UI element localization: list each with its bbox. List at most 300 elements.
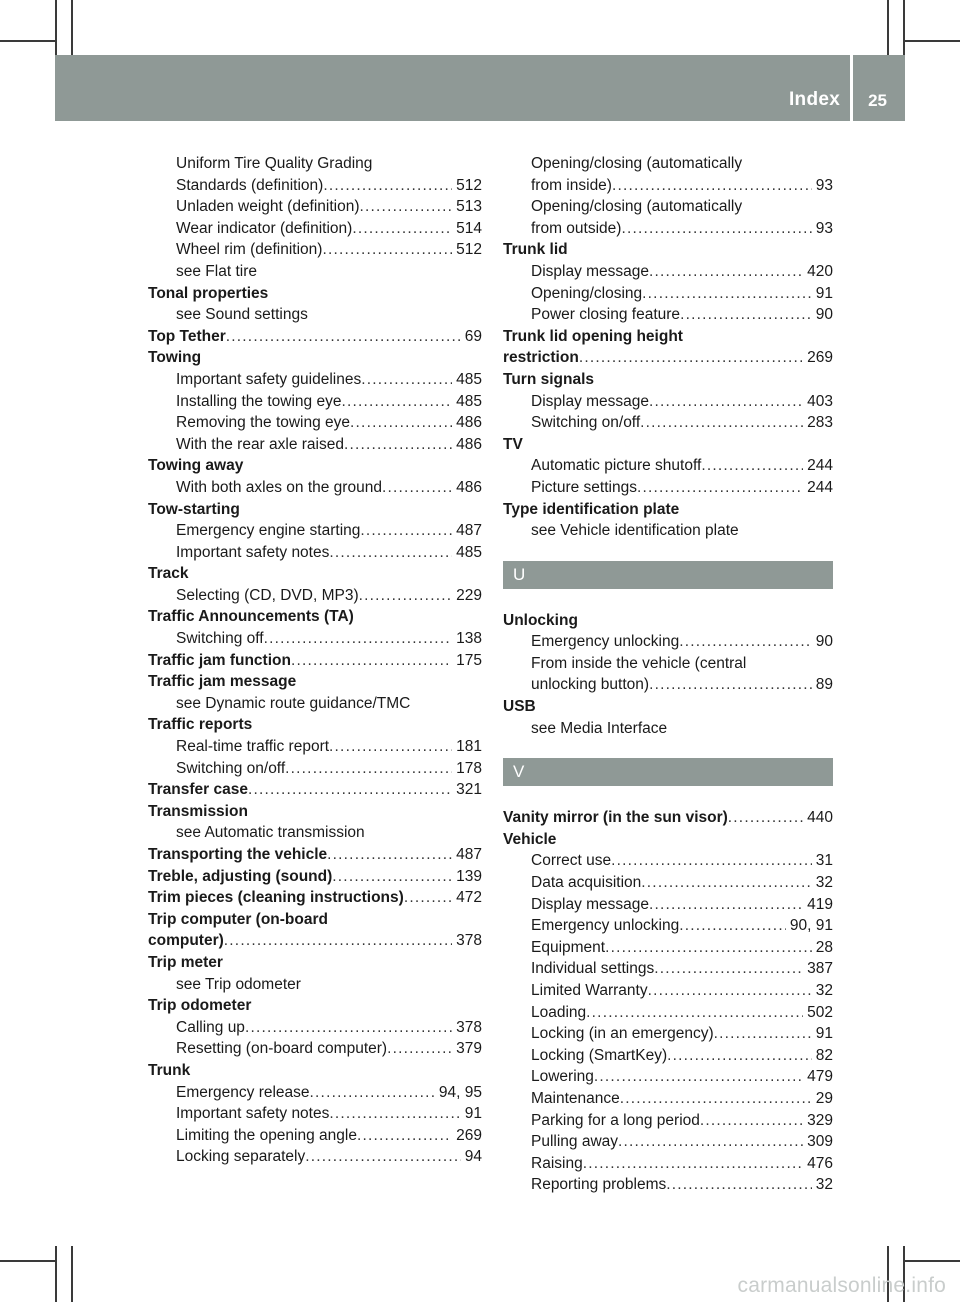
entry-label: from inside) — [531, 176, 612, 194]
index-entry — [148, 563, 482, 585]
dot-leader — [329, 1103, 460, 1125]
index-entry — [148, 952, 482, 974]
page-reference[interactable]: 387 — [807, 960, 833, 978]
entry-label: Unladen weight (definition) — [176, 198, 360, 216]
dot-leader — [291, 650, 452, 672]
crop-mark — [71, 1246, 73, 1302]
index-subentry — [148, 585, 482, 607]
index-subentry — [148, 736, 482, 758]
page-reference[interactable]: 485 — [456, 370, 482, 388]
index-subentry — [148, 1017, 482, 1039]
page-reference[interactable]: 487 — [456, 846, 482, 863]
entry-label: Transmission — [148, 802, 248, 820]
index-subentry — [503, 718, 833, 740]
crop-mark — [904, 40, 960, 42]
index-subentry — [503, 477, 833, 499]
page-reference[interactable]: 486 — [456, 414, 482, 432]
entry-label: Trip computer (on-board — [148, 910, 328, 928]
index-column-right — [503, 153, 833, 1196]
dot-leader — [621, 218, 811, 240]
index-subentry — [148, 239, 482, 261]
page-reference[interactable]: 94, 95 — [438, 1083, 482, 1101]
index-subentry — [503, 1110, 833, 1132]
dot-leader — [579, 347, 803, 369]
index-entry — [148, 866, 482, 888]
entry-label: Locking (in an emergency) — [531, 1025, 714, 1043]
entry-label: Transfer case — [148, 781, 248, 799]
dot-leader — [618, 1131, 803, 1153]
index-subentry — [503, 850, 833, 872]
index-column-left — [148, 153, 482, 1168]
dot-leader — [642, 283, 812, 305]
dot-leader — [611, 850, 812, 872]
entry-label: With both axles on the ground — [176, 478, 382, 496]
page-reference[interactable]: 91 — [815, 284, 833, 302]
index-entry — [148, 1060, 482, 1082]
dot-leader — [648, 980, 812, 1002]
page-reference[interactable]: 181 — [456, 738, 482, 756]
index-subentry — [503, 1131, 833, 1153]
index-subentry — [503, 674, 833, 696]
entry-label: Trunk — [148, 1061, 191, 1079]
section-title: Index — [788, 89, 841, 110]
index-subentry — [503, 455, 833, 477]
page-reference[interactable]: 90 — [815, 633, 833, 651]
index-entry — [148, 779, 482, 801]
index-subentry — [503, 1002, 833, 1024]
page-reference[interactable]: 283 — [807, 414, 833, 432]
page-header — [55, 55, 905, 121]
index-entry — [503, 434, 833, 456]
entry-label: Limiting the opening angle — [176, 1126, 357, 1144]
entry-label: Turn signals — [503, 370, 595, 388]
index-entry — [148, 499, 482, 521]
page-reference[interactable]: 93 — [815, 176, 833, 194]
dot-leader — [352, 218, 452, 240]
index-subentry — [503, 304, 833, 326]
index-subentry — [148, 758, 482, 780]
dot-leader — [357, 1125, 452, 1147]
page-reference[interactable]: 440 — [807, 809, 833, 827]
index-entry — [148, 671, 482, 693]
entry-label: Opening/closing (automatically — [531, 198, 743, 216]
dot-leader — [310, 1082, 435, 1104]
entry-label: Track — [148, 565, 189, 583]
index-subentry — [148, 261, 482, 283]
page-reference[interactable]: 138 — [456, 630, 482, 648]
dot-leader — [305, 1146, 461, 1168]
index-subentry — [148, 693, 482, 715]
index-subentry — [148, 218, 482, 240]
entry-label: computer) — [148, 932, 224, 950]
entry-label: Transporting the vehicle — [148, 846, 328, 863]
index-subentry — [148, 628, 482, 650]
entry-label: Trip meter — [148, 953, 223, 971]
index-subentry — [503, 1174, 833, 1196]
page-reference[interactable]: 269 — [456, 1126, 482, 1144]
index-subentry — [503, 1066, 833, 1088]
entry-label: Tow-starting — [148, 500, 240, 518]
index-entry — [148, 930, 482, 952]
dot-leader — [361, 369, 452, 391]
entry-label: Traffic reports — [148, 716, 253, 734]
page-reference[interactable]: 485 — [456, 392, 482, 410]
index-entry — [503, 696, 833, 718]
page-reference[interactable]: 403 — [807, 392, 833, 410]
entry-label: Calling up — [176, 1018, 245, 1036]
entry-label: see Automatic transmission — [176, 824, 365, 842]
index-entry — [148, 455, 482, 477]
section-letter-header: V — [503, 758, 833, 786]
dot-leader — [714, 1023, 812, 1045]
dot-leader — [649, 894, 803, 916]
index-entry — [148, 347, 482, 369]
index-subentry — [148, 412, 482, 434]
dot-leader — [360, 520, 452, 542]
entry-label: unlocking button) — [531, 676, 650, 694]
entry-label: Top Tether — [148, 327, 226, 345]
page-reference[interactable]: 486 — [456, 435, 482, 453]
dot-leader — [612, 175, 812, 197]
index-subentry — [503, 631, 833, 653]
entry-label: Treble, adjusting (sound) — [148, 867, 333, 885]
entry-label: Trunk lid — [503, 241, 568, 259]
page-reference[interactable]: 69 — [464, 327, 482, 345]
entry-label: Parking for a long period — [531, 1111, 700, 1129]
page-reference[interactable]: 32 — [815, 1176, 833, 1194]
index-subentry — [148, 434, 482, 456]
entry-label: Towing away — [148, 457, 244, 475]
page-reference[interactable]: 82 — [815, 1046, 833, 1064]
entry-label: Removing the towing eye — [176, 414, 351, 432]
entry-label: Real-time traffic report — [176, 738, 330, 756]
entry-label: Important safety notes — [176, 1105, 330, 1123]
index-subentry — [148, 542, 482, 564]
index-subentry — [503, 1045, 833, 1067]
dot-leader — [285, 758, 452, 780]
page-reference[interactable]: 32 — [815, 874, 833, 892]
entry-label: Vanity mirror (in the sun visor) — [503, 809, 728, 827]
page-reference[interactable]: 28 — [815, 938, 833, 956]
page-reference[interactable]: 512 — [456, 176, 482, 194]
index-entry — [148, 887, 482, 909]
page-reference[interactable]: 487 — [456, 522, 482, 540]
entry-label: With the rear axle raised — [176, 435, 344, 453]
entry-label: Loading — [531, 1003, 587, 1021]
entry-label: Emergency release — [176, 1083, 310, 1101]
entry-label: Reporting problems — [531, 1176, 667, 1194]
index-subentry — [503, 520, 833, 542]
entry-label: Lowering — [531, 1068, 594, 1086]
dot-leader — [382, 477, 452, 499]
entry-label: see Dynamic route guidance/TMC — [176, 694, 411, 712]
index-subentry — [148, 974, 482, 996]
entry-label: Traffic jam message — [148, 673, 297, 691]
page-reference[interactable]: 244 — [807, 478, 833, 496]
page-number: 25 — [868, 91, 887, 110]
index-subentry — [148, 369, 482, 391]
page-reference[interactable]: 479 — [807, 1068, 833, 1086]
entry-label: Wheel rim (definition) — [176, 241, 323, 259]
dot-leader — [701, 455, 803, 477]
dot-leader — [637, 477, 803, 499]
page-reference[interactable]: 420 — [807, 262, 833, 280]
index-entry — [148, 326, 482, 348]
index-entry — [148, 714, 482, 736]
dot-leader — [649, 674, 812, 696]
page-reference[interactable]: 90, 91 — [789, 917, 833, 935]
entry-label: Type identification plate — [503, 500, 680, 518]
entry-label: Locking (SmartKey) — [531, 1046, 668, 1064]
dot-leader — [583, 1153, 803, 1175]
index-subentry — [503, 1088, 833, 1110]
index-subentry — [503, 261, 833, 283]
index-entry — [503, 326, 833, 348]
index-entry — [503, 499, 833, 521]
index-entry — [503, 347, 833, 369]
index-subentry — [503, 175, 833, 197]
entry-label: Tonal properties — [148, 284, 269, 302]
page-reference[interactable]: 29 — [815, 1089, 833, 1107]
index-subentry — [503, 1153, 833, 1175]
index-subentry — [148, 153, 482, 175]
entry-label: from outside) — [531, 219, 622, 237]
index-entry — [503, 807, 833, 829]
entry-label: see Flat tire — [176, 262, 257, 280]
dot-leader — [387, 1038, 452, 1060]
index-subentry — [503, 915, 833, 937]
dot-leader — [700, 1110, 803, 1132]
dot-leader — [264, 628, 453, 650]
crop-mark — [55, 0, 57, 56]
page-reference[interactable]: 472 — [456, 889, 482, 907]
dot-leader — [322, 239, 452, 261]
index-subentry — [148, 1038, 482, 1060]
index-entry — [503, 829, 833, 851]
dot-leader — [586, 1002, 803, 1024]
dot-leader — [649, 261, 803, 283]
entry-label: Uniform Tire Quality Grading — [176, 155, 373, 172]
dot-leader — [332, 866, 452, 888]
crop-mark — [904, 1260, 960, 1262]
entry-label: Individual settings — [531, 960, 655, 978]
page-reference[interactable]: 379 — [456, 1040, 482, 1058]
dot-leader — [620, 1088, 812, 1110]
page-reference[interactable]: 94 — [464, 1148, 482, 1166]
entry-label: Unlocking — [503, 611, 578, 629]
crop-mark — [0, 1260, 56, 1262]
page-reference[interactable]: 329 — [807, 1111, 833, 1129]
page-reference[interactable]: 378 — [456, 1018, 482, 1036]
page-reference[interactable]: 90 — [815, 306, 833, 324]
page-reference[interactable]: 91 — [815, 1025, 833, 1043]
entry-label: Vehicle — [503, 830, 557, 848]
entry-label: Trunk lid opening height — [503, 327, 683, 345]
page-reference[interactable]: 32 — [815, 982, 833, 999]
index-subentry — [148, 304, 482, 326]
entry-label: Important safety notes — [176, 543, 330, 561]
page-reference[interactable]: 178 — [456, 759, 482, 777]
entry-label: Limited Warranty — [531, 982, 648, 999]
crop-mark — [55, 1246, 57, 1302]
entry-label: Installing the towing eye — [176, 392, 342, 410]
dot-leader — [641, 872, 811, 894]
entry-label: Data acquisition — [531, 874, 642, 892]
dot-leader — [654, 958, 803, 980]
crop-mark — [0, 40, 56, 42]
dot-leader — [323, 175, 452, 197]
dot-leader — [344, 434, 452, 456]
page-reference[interactable]: 91 — [464, 1105, 482, 1123]
index-entry — [148, 801, 482, 823]
index-subentry — [148, 1082, 482, 1104]
index-subentry — [503, 1023, 833, 1045]
entry-label: Maintenance — [531, 1089, 620, 1107]
dot-leader — [350, 412, 452, 434]
page-reference[interactable]: 512 — [456, 241, 482, 259]
page-reference[interactable]: 31 — [815, 852, 833, 870]
page-reference[interactable]: 513 — [456, 198, 482, 216]
page-reference[interactable]: 309 — [807, 1133, 833, 1151]
entry-label: Trip odometer — [148, 997, 252, 1015]
index-subentry — [503, 980, 833, 1002]
index-subentry — [148, 520, 482, 542]
dot-leader — [605, 937, 812, 959]
section-letter-header: U — [503, 561, 833, 589]
index-subentry — [503, 153, 833, 175]
index-subentry — [148, 477, 482, 499]
index-entry — [148, 844, 482, 866]
dot-leader — [640, 412, 803, 434]
index-subentry — [503, 283, 833, 305]
dot-leader — [341, 391, 452, 413]
index-entry — [148, 606, 482, 628]
entry-label: Selecting (CD, DVD, MP3) — [176, 586, 359, 604]
dot-leader — [594, 1066, 803, 1088]
index-subentry — [503, 872, 833, 894]
entry-label: Wear indicator (definition) — [176, 219, 353, 237]
entry-label: Switching on/off — [176, 759, 286, 777]
dot-leader — [226, 326, 461, 348]
entry-label: From inside the vehicle (central — [531, 654, 747, 672]
entry-label: USB — [503, 698, 536, 716]
dot-leader — [666, 1174, 811, 1196]
entry-label: see Media Interface — [531, 719, 668, 737]
entry-label: Resetting (on-board computer) — [176, 1040, 388, 1058]
index-subentry — [148, 1146, 482, 1168]
index-subentry — [148, 175, 482, 197]
entry-label: TV — [503, 435, 523, 453]
dot-leader — [679, 631, 812, 653]
page-reference[interactable]: 476 — [807, 1154, 833, 1172]
page-reference[interactable]: 244 — [807, 457, 833, 475]
index-entry — [148, 650, 482, 672]
index-subentry — [148, 1103, 482, 1125]
entry-label: Picture settings — [531, 478, 637, 496]
dot-leader — [248, 779, 452, 801]
dot-leader — [245, 1017, 452, 1039]
entry-label: Raising — [531, 1154, 583, 1172]
page-reference[interactable]: 269 — [807, 349, 833, 367]
entry-label: Towing — [148, 349, 202, 367]
dot-leader — [329, 736, 452, 758]
page-reference[interactable]: 514 — [456, 219, 482, 237]
index-entry — [503, 369, 833, 391]
page-reference[interactable]: 378 — [456, 932, 482, 950]
index-subentry — [503, 653, 833, 675]
entry-label: Important safety guidelines — [176, 370, 362, 388]
index-subentry — [148, 1125, 482, 1147]
crop-mark — [71, 0, 73, 56]
dot-leader — [224, 930, 452, 952]
index-entry — [503, 239, 833, 261]
entry-label: Standards (definition) — [176, 176, 324, 194]
dot-leader — [329, 542, 452, 564]
index-subentry — [503, 218, 833, 240]
index-subentry — [503, 412, 833, 434]
entry-label: Switching off — [176, 630, 264, 648]
entry-label: Display message — [531, 262, 650, 280]
page-reference[interactable]: 486 — [456, 478, 482, 496]
entry-label: see Trip odometer — [176, 975, 301, 993]
dot-leader — [667, 1045, 812, 1067]
entry-label: see Vehicle identification plate — [531, 522, 739, 540]
entry-label: Display message — [531, 895, 650, 913]
dot-leader — [360, 196, 453, 218]
dot-leader — [327, 844, 452, 866]
entry-label: Equipment — [531, 938, 606, 956]
page-reference[interactable]: 139 — [456, 867, 482, 885]
page-reference[interactable]: 321 — [456, 781, 482, 799]
entry-label: Correct use — [531, 852, 612, 870]
entry-label: Opening/closing — [531, 284, 643, 302]
dot-leader — [679, 915, 786, 937]
entry-label: Opening/closing (automatically — [531, 155, 743, 172]
page-reference[interactable]: 229 — [456, 586, 482, 604]
crop-mark — [887, 0, 889, 56]
page-reference[interactable]: 502 — [807, 1003, 833, 1021]
dot-leader — [649, 391, 803, 413]
index-subentry — [503, 196, 833, 218]
entry-label: Emergency unlocking — [531, 917, 680, 935]
index-subentry — [148, 196, 482, 218]
page-reference[interactable]: 93 — [815, 219, 833, 237]
index-subentry — [148, 822, 482, 844]
entry-label: Power closing feature — [531, 306, 681, 324]
page-reference[interactable]: 485 — [456, 543, 482, 561]
page-reference[interactable]: 89 — [815, 676, 833, 694]
entry-label: Automatic picture shutoff — [531, 457, 702, 475]
entry-label: Display message — [531, 392, 650, 410]
index-subentry — [503, 391, 833, 413]
index-entry — [148, 283, 482, 305]
entry-label: Emergency engine starting — [176, 522, 361, 540]
index-entry — [503, 610, 833, 632]
dot-leader — [404, 887, 452, 909]
entry-label: Switching on/off — [531, 414, 641, 432]
entry-label: Trim pieces (cleaning instructions) — [148, 889, 404, 907]
index-entry — [148, 995, 482, 1017]
entry-label: Locking separately — [176, 1148, 306, 1166]
entry-label: restriction — [503, 349, 579, 367]
entry-label: see Sound settings — [176, 306, 308, 324]
entry-label: Traffic Announcements (TA) — [148, 608, 354, 626]
page-reference[interactable]: 175 — [456, 651, 482, 669]
index-subentry — [148, 391, 482, 413]
dot-leader — [680, 304, 812, 326]
page-reference[interactable]: 419 — [807, 895, 833, 913]
entry-label: Emergency unlocking — [531, 633, 680, 651]
